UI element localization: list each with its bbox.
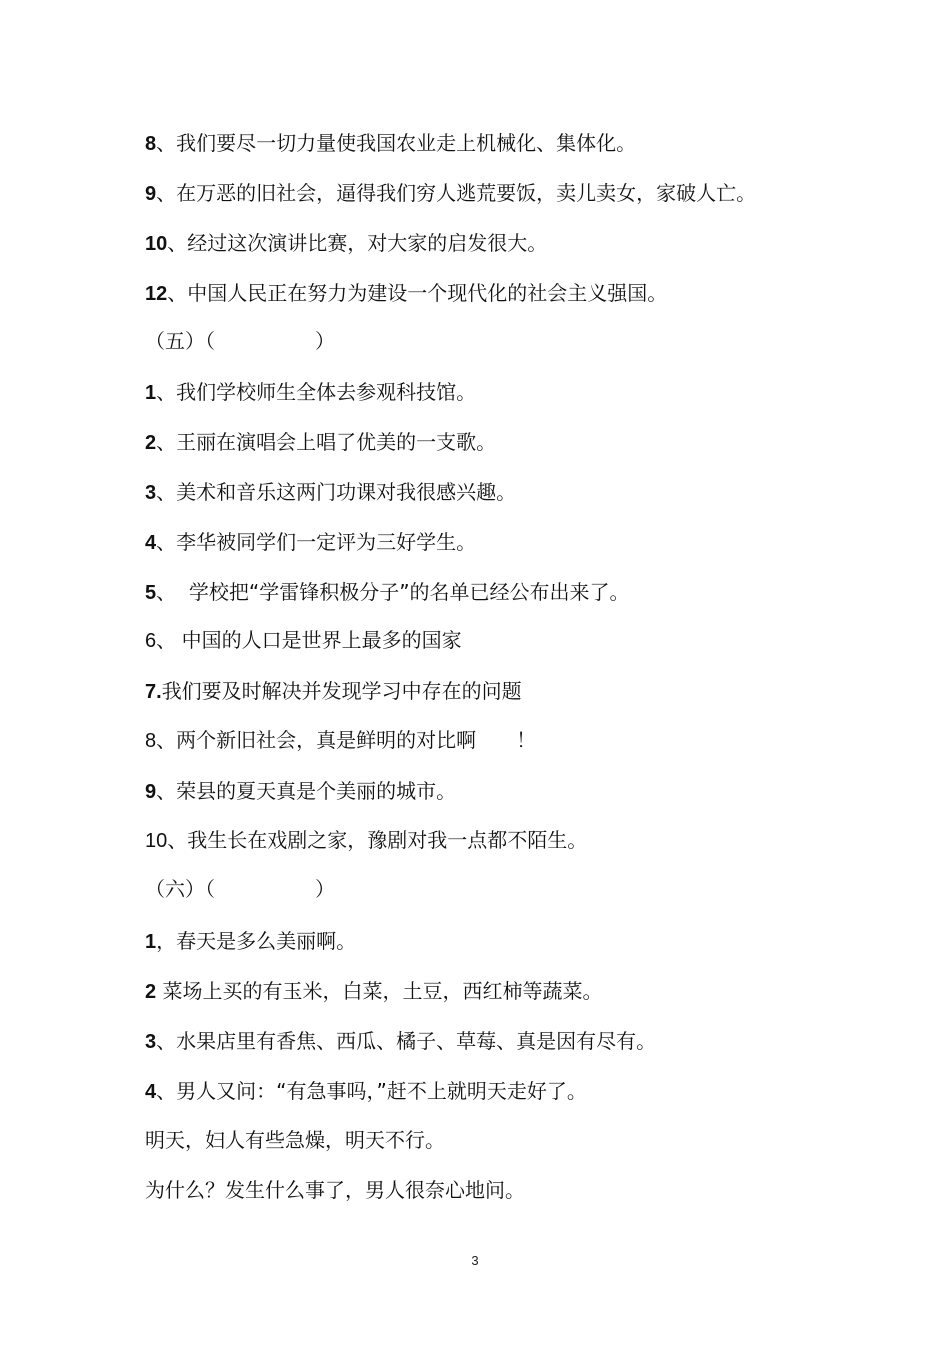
item-number: 2 (145, 981, 157, 1003)
sentence-line (145, 927, 890, 956)
item-number: 3 (145, 482, 157, 504)
sentence-text: 、我们要尽一切力量使我国农业走上机械化、集体化。 (156, 131, 637, 155)
section-heading (145, 875, 890, 903)
sentence-text: 我们要及时解决并发现学习中存在的问题 (161, 679, 522, 703)
sentence-line (145, 727, 890, 755)
item-number: 9 (145, 781, 157, 803)
item-number: 1 (145, 382, 157, 404)
sentence-text: 菜场上买的有玉米，白菜，土豆，西红柿等蔬菜。 (156, 979, 603, 1003)
sentence-line (145, 1027, 890, 1056)
sentence-line (145, 1126, 890, 1154)
sentence-text: 、美术和音乐这两门功课对我很感兴趣。 (156, 480, 517, 504)
sentence-text: 明天，妇人有些急燥，明天不行。 (145, 1128, 445, 1152)
sentence-line (145, 1077, 890, 1106)
item-number: 3 (145, 1031, 157, 1053)
sentence-line (145, 179, 890, 208)
sentence-text: 10、我生长在戏剧之家，豫剧对我一点都不陌生。 (145, 830, 588, 852)
sentence-text: 6、 中国的人口是世界上最多的国家 (145, 630, 462, 652)
sentence-line (145, 229, 890, 258)
sentence-text: 、中国人民正在努力为建设一个现代化的社会主义强国。 (167, 281, 668, 305)
item-number: 10 (145, 233, 168, 255)
sentence-text: 、李华被同学们一定评为三好学生。 (156, 530, 477, 554)
item-number: 12 (145, 283, 168, 305)
sentence-text: 、 学校把“学雷锋积极分子”的名单已经公布出来了。 (156, 580, 630, 604)
item-number: 4 (145, 1081, 157, 1103)
page-number: 3 (471, 1253, 479, 1268)
sentence-line (145, 279, 890, 308)
sentence-line (145, 578, 890, 607)
sentence-line (145, 478, 890, 507)
item-number: 7. (145, 681, 162, 703)
item-number: 9 (145, 183, 157, 205)
sentence-text: 、经过这次演讲比赛，对大家的启发很大。 (167, 231, 548, 255)
sentence-line (145, 129, 890, 158)
item-number: 8 (145, 133, 157, 155)
item-number: 1 (145, 931, 157, 953)
sentence-text: 为什么？发生什么事了，男人很奈心地问。 (145, 1178, 525, 1202)
section-heading-text: （六）（ ） (145, 877, 335, 901)
sentence-text: 、在万恶的旧社会，逼得我们穷人逃荒要饭，卖儿卖女，家破人亡。 (156, 181, 757, 205)
item-number: 4 (145, 532, 157, 554)
sentence-text: 、水果店里有香焦、西瓜、橘子、草莓、真是因有尽有。 (156, 1029, 657, 1053)
sentence-line (145, 977, 890, 1006)
item-number: 5 (145, 582, 157, 604)
section-heading-text: （五）（ ） (145, 329, 335, 353)
sentence-text: 、男人又问：“有急事吗，”赶不上就明天走好了。 (156, 1079, 587, 1103)
sentence-line (145, 827, 890, 855)
sentence-line (145, 428, 890, 457)
sentence-line (145, 677, 890, 706)
sentence-line (145, 777, 890, 806)
section-heading (145, 327, 890, 355)
item-number: 2 (145, 432, 157, 454)
sentence-line (145, 627, 890, 655)
sentence-text: 、我们学校师生全体去参观科技馆。 (156, 380, 477, 404)
sentence-line (145, 1176, 890, 1204)
sentence-line (145, 528, 890, 557)
sentence-text: 、荣县的夏天真是个美丽的城市。 (156, 779, 457, 803)
sentence-text: ，春天是多么美丽啊。 (156, 929, 357, 953)
sentence-line (145, 378, 890, 407)
sentence-text: 8、两个新旧社会，真是鲜明的对比啊 ！ (145, 730, 537, 752)
sentence-text: 、王丽在演唱会上唱了优美的一支歌。 (156, 430, 497, 454)
